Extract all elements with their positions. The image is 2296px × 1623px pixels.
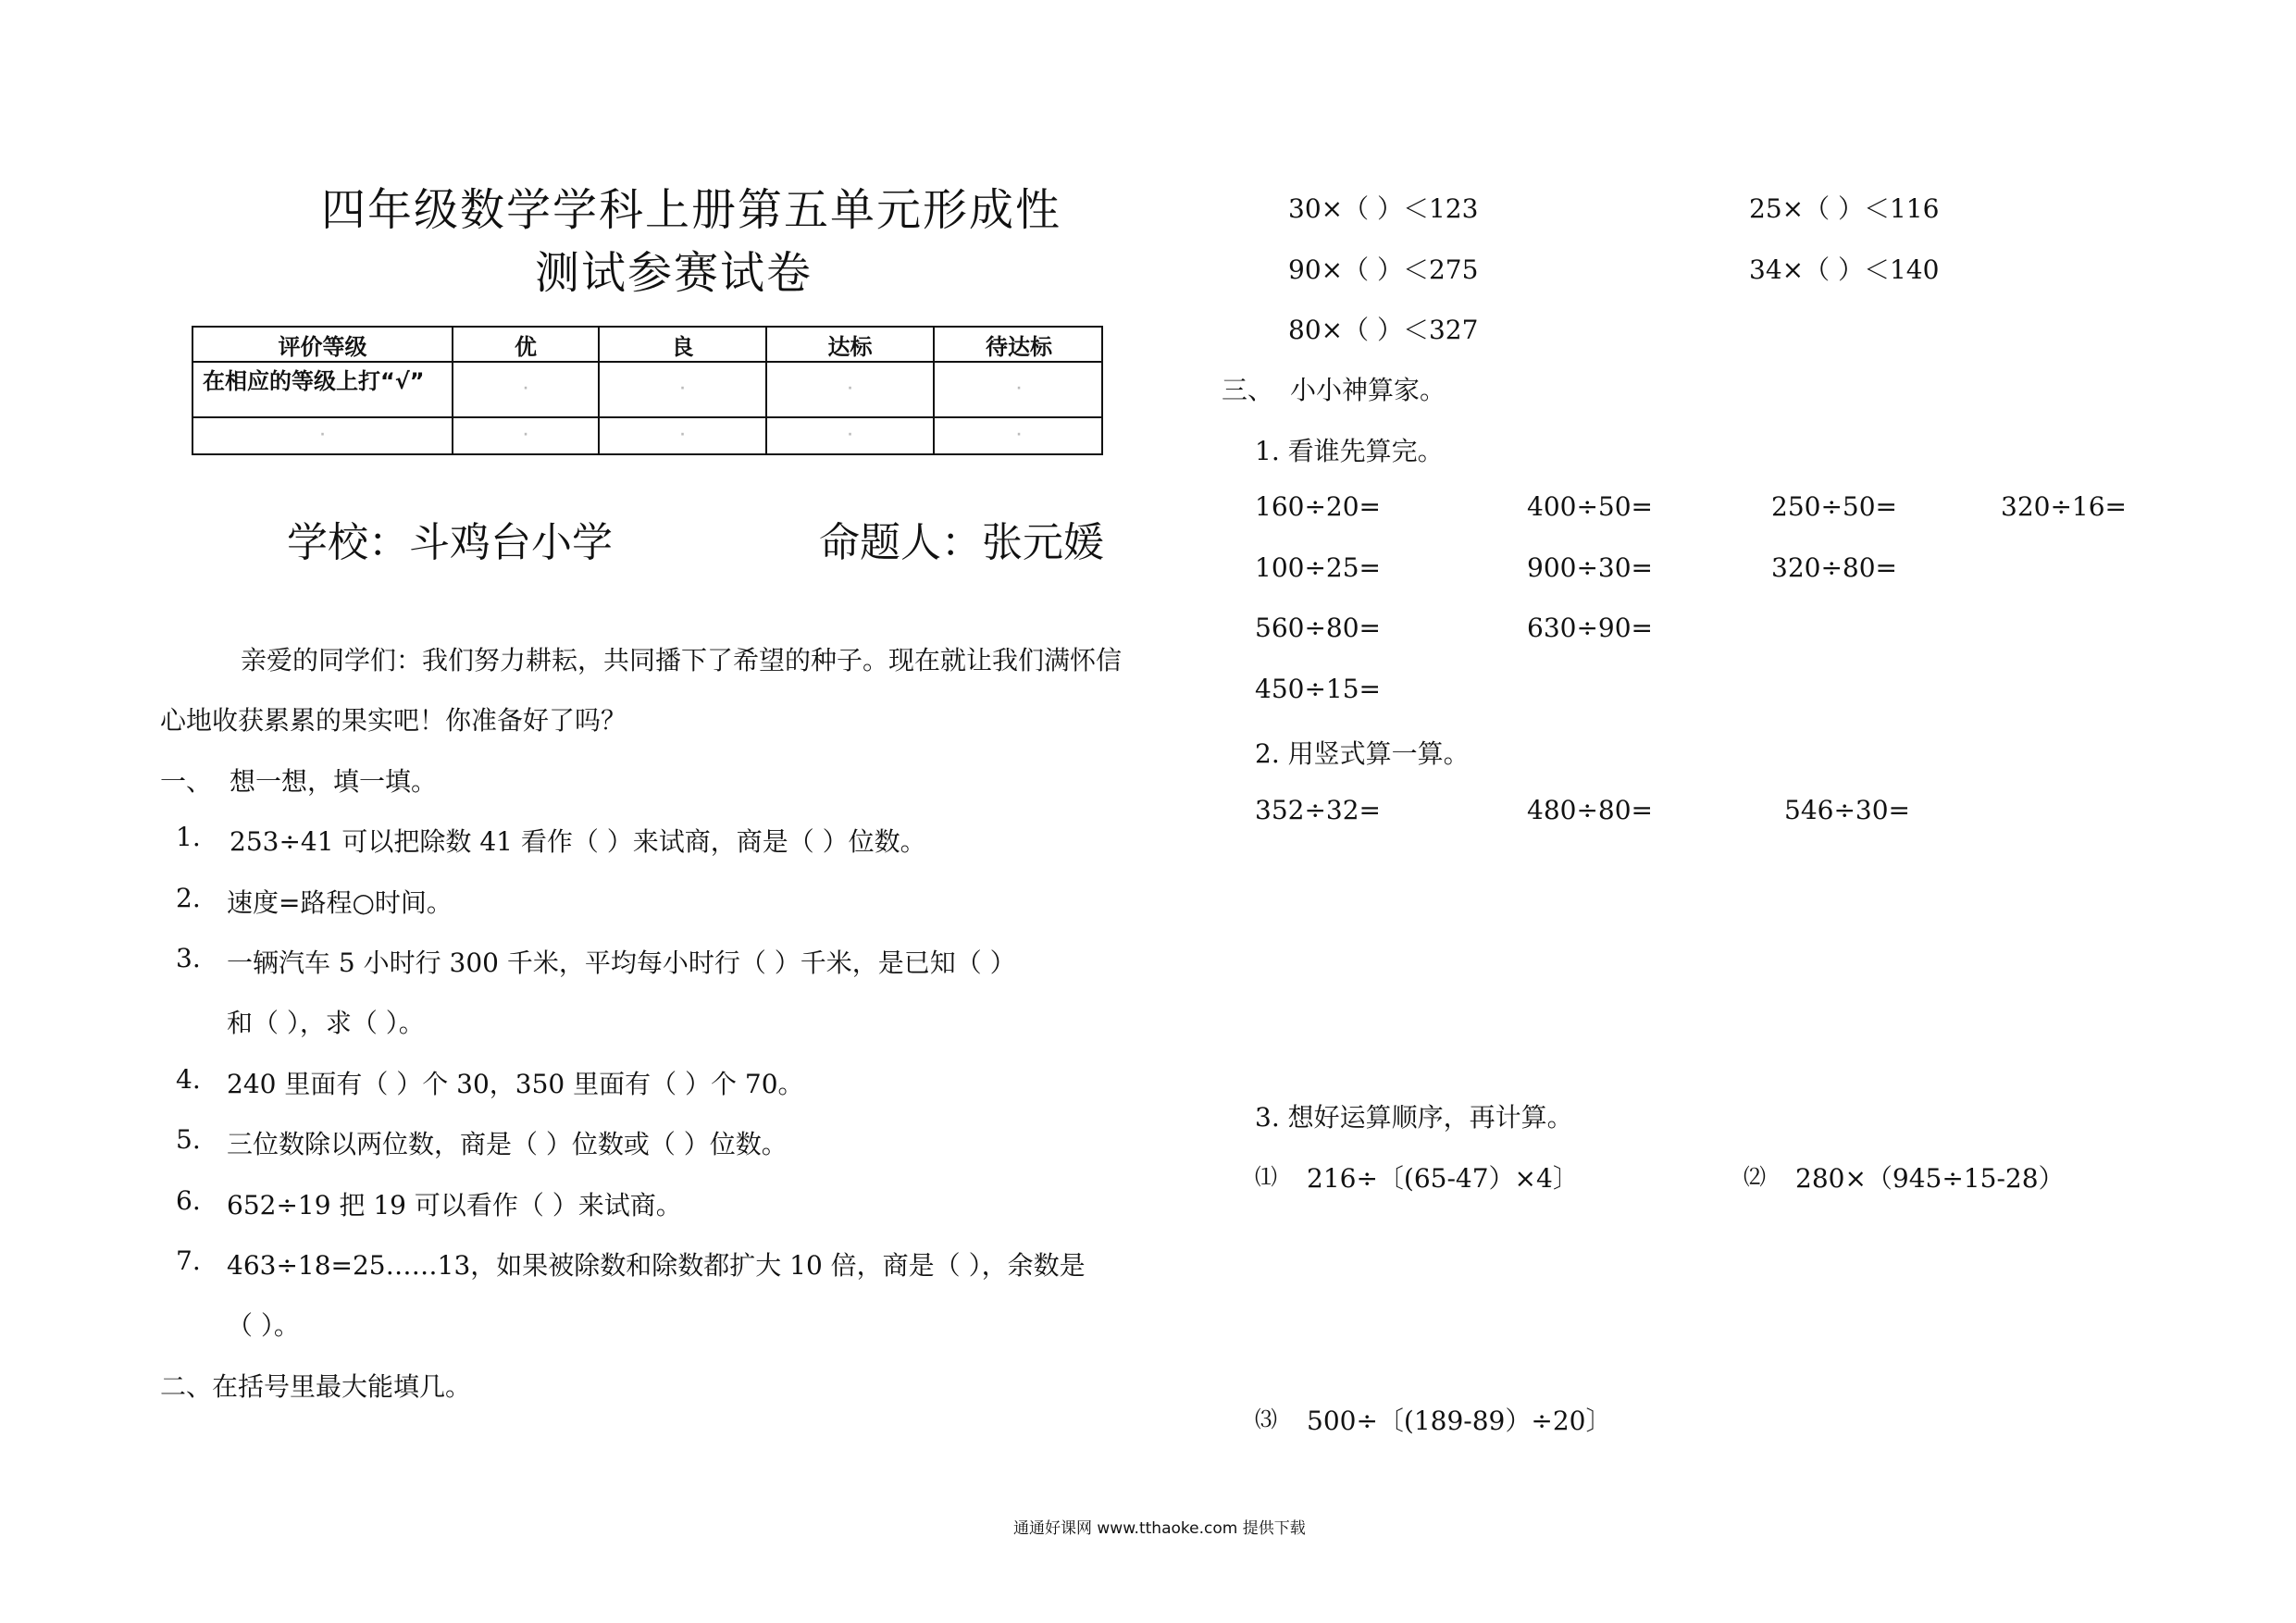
vertical-calc-item: 546÷30= — [1784, 795, 1910, 825]
section3-title: 小小神算家。 — [1290, 375, 1446, 405]
eval-empty-cell — [453, 416, 600, 453]
evaluation-mark-row — [193, 361, 1101, 418]
calc-item: 320÷16= — [2001, 491, 2127, 522]
eval-empty-cell — [935, 416, 1103, 453]
q2-item: 25×（ ）＜116 — [1749, 193, 1940, 224]
order-calc-expr: 216÷〔(65-47）×4〕 — [1307, 1163, 1579, 1194]
calc-item: 400÷50= — [1527, 491, 1653, 522]
calc-item: 320÷80= — [1771, 552, 1897, 583]
q1-7-text: 463÷18=25……13，如果被除数和除数都扩大 10 倍，商是（ ），余数是 — [227, 1250, 1086, 1281]
dot-mark: · — [1016, 427, 1022, 442]
eval-cell-good[interactable] — [600, 361, 767, 416]
q1-1-number: 1. — [176, 822, 201, 852]
calc-item: 560÷80= — [1255, 613, 1381, 643]
eval-header-good: 良 — [600, 328, 767, 361]
q1-5-text: 三位数除以两位数，商是（ ）位数或（ ）位数。 — [227, 1129, 788, 1159]
calc-item: 160÷20= — [1255, 491, 1381, 522]
section1-number: 一、 — [160, 766, 213, 797]
dot-mark: · — [847, 381, 853, 396]
calc-item: 900÷30= — [1527, 552, 1653, 583]
q1-2-number: 2. — [176, 883, 201, 913]
dot-mark: · — [523, 381, 528, 396]
q1-5-number: 5. — [176, 1124, 201, 1155]
dot-mark: · — [523, 427, 528, 442]
vertical-calc-item: 480÷80= — [1527, 795, 1653, 825]
q1-4-number: 4. — [176, 1064, 201, 1095]
q1-3-text: 一辆汽车 5 小时行 300 千米，平均每小时行（ ）千米，是已知（ ） — [227, 948, 1016, 978]
order-calc-number: ⑶ — [1255, 1406, 1277, 1432]
q1-4-text: 240 里面有（ ）个 30，350 里面有（ ）个 70。 — [227, 1069, 804, 1099]
q2-item: 30×（ ）＜123 — [1288, 193, 1479, 224]
q2-item: 80×（ ）＜327 — [1288, 315, 1479, 345]
footer-source: 通通好课网 www.tthaoke.com 提供下载 — [1013, 1519, 1306, 1538]
eval-cell-pass[interactable] — [767, 361, 935, 416]
page-title-line2: 测试参赛试卷 — [535, 247, 813, 299]
eval-cell-excellent[interactable] — [453, 361, 600, 416]
page-title-line1: 四年级数学学科上册第五单元形成性 — [321, 184, 1062, 236]
section3-number: 三、 — [1222, 375, 1274, 405]
intro-line-1: 亲爱的同学们：我们努力耕耘，共同播下了希望的种子。现在就让我们满怀信 — [241, 645, 1123, 675]
dot-mark: · — [847, 427, 853, 442]
vertical-calc-item: 352÷32= — [1255, 795, 1381, 825]
intro-line-2: 心地收获累累的果实吧！你准备好了吗？ — [160, 705, 627, 736]
q1-6-number: 6. — [176, 1185, 201, 1216]
q2-item: 34×（ ）＜140 — [1749, 254, 1940, 285]
q1-6-text: 652÷19 把 19 可以看作（ ）来试商。 — [227, 1190, 682, 1220]
dot-mark: · — [319, 427, 326, 442]
calc-item: 250÷50= — [1771, 491, 1897, 522]
q1-3-number: 3. — [176, 943, 201, 973]
section3-q3-title: 3. 想好运算顺序，再计算。 — [1255, 1102, 1573, 1133]
eval-header-excellent: 优 — [453, 328, 600, 361]
eval-empty-cell — [600, 416, 767, 453]
section3-q2-title: 2. 用竖式算一算。 — [1255, 738, 1470, 769]
q2-item: 90×（ ）＜275 — [1288, 254, 1479, 285]
q1-7-number: 7. — [176, 1245, 201, 1276]
section3-q1-title: 1. 看谁先算完。 — [1255, 436, 1444, 466]
eval-header-pending: 待达标 — [986, 333, 1052, 360]
dot-mark: · — [679, 381, 686, 396]
q1-7-text-cont: （ ）。 — [227, 1310, 300, 1341]
calc-item: 450÷15= — [1255, 674, 1381, 704]
section1-title: 想一想，填一填。 — [230, 766, 438, 797]
dot-mark: · — [679, 427, 686, 442]
eval-empty-cell — [193, 416, 453, 453]
order-calc-expr: 280×（945÷15-28） — [1795, 1163, 2065, 1194]
eval-header-pass: 达标 — [767, 328, 935, 361]
eval-header-grade: 评价等级 — [193, 328, 453, 361]
dot-mark: · — [1016, 381, 1022, 396]
eval-cell-pending[interactable] — [935, 361, 1103, 416]
order-calc-number: ⑴ — [1255, 1164, 1277, 1190]
eval-instruction-label: 在相应的等级上打“√” — [193, 361, 453, 416]
q1-2-text: 速度=路程○时间。 — [227, 887, 453, 918]
calc-item: 100÷25= — [1255, 552, 1381, 583]
eval-empty-cell — [767, 416, 935, 453]
section2-title: 二、在括号里最大能填几。 — [160, 1371, 472, 1402]
evaluation-table — [192, 326, 1103, 455]
q1-1-text: 253÷41 可以把除数 41 看作（ ）来试商，商是（ ）位数。 — [230, 826, 926, 857]
question-author: 命题人：张元媛 — [819, 519, 1104, 566]
q1-3-text-cont: 和（ ），求（ ）。 — [227, 1008, 425, 1038]
school-name: 学校：斗鸡台小学 — [287, 519, 613, 566]
evaluation-header-row — [193, 328, 1101, 363]
evaluation-empty-row — [193, 416, 1101, 453]
calc-item: 630÷90= — [1527, 613, 1653, 643]
order-calc-number: ⑵ — [1744, 1164, 1766, 1190]
order-calc-expr: 500÷〔(189-89）÷20〕 — [1307, 1406, 1612, 1436]
